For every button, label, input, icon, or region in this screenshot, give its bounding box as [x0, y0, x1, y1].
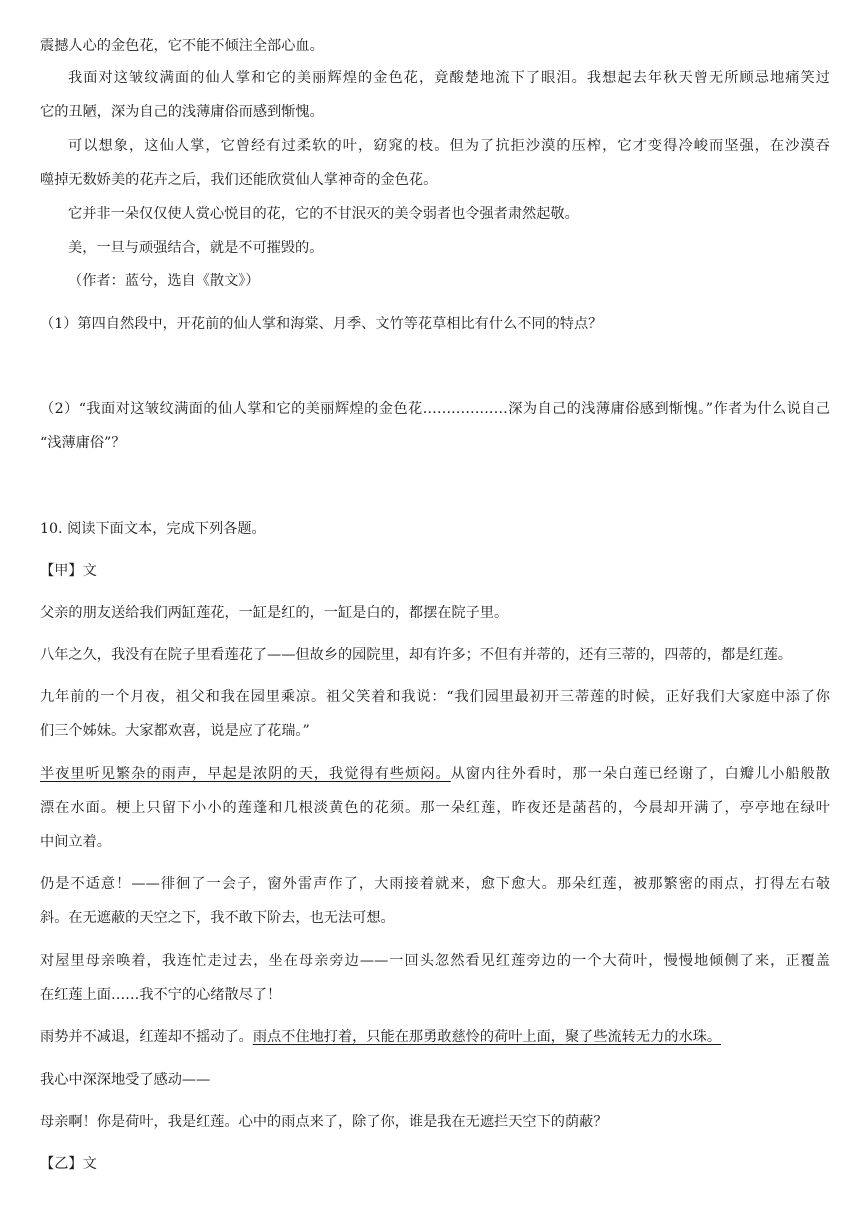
text-run: 从窗内往外看时，那一朵白莲已经谢了，白瓣儿小船般散: [450, 766, 830, 782]
paragraph: [40, 876, 830, 893]
paragraph: [40, 1029, 830, 1046]
source-note: [40, 273, 830, 290]
underlined-sentence: 雨点不住地打着，只能在那勇敢慈怜的荷叶上面，聚了些流转无力的水珠。: [252, 1029, 722, 1045]
paragraph: [40, 647, 830, 664]
question-2: [40, 401, 830, 418]
paragraph: [40, 605, 830, 622]
question-text: “浅薄庸俗”？: [40, 435, 126, 451]
text-label-jia: [40, 563, 830, 580]
text-line: 母亲啊！你是荷叶，我是红莲。心中的雨点来了，除了你，谁是我在无遮拦天空下的荫蔽？: [40, 1114, 608, 1130]
text-line: 它并非一朵仅仅使人赏心悦目的花，它的不甘泯灭的美令弱者也令强者肃然起敬。: [68, 206, 579, 222]
text-line: [40, 1029, 830, 1046]
question-text: （2）“我面对这皱纹满面的仙人掌和它的美丽辉煌的金色花………………深为自己的浅薄庸俗感到惭愧。”作者为什么说自己: [40, 401, 830, 417]
text-line: 对屋里母亲唤着，我连忙走过去，坐在母亲旁边——一回头忽然看见红莲旁边的一个大荷叶，慢慢地倾侧了来，正覆盖: [40, 953, 830, 969]
text-line: 八年之久，我没有在院子里看莲花了——但故乡的园院里，却有许多；不但有并蒂的，还有三蒂的，四蒂的，都是红莲。: [40, 647, 792, 663]
text-line: 斜。在无遮蔽的天空之下，我不敢下阶去，也无法可想。: [40, 910, 395, 926]
paragraph: [40, 70, 830, 87]
text-line: 我面对这皱纹满面的仙人掌和它的美丽辉煌的金色花，竟酸楚地流下了眼泪。我想起去年秋天曾无所顾忌地痛笑过: [68, 70, 830, 86]
underlined-sentence: 半夜里听见繁杂的雨声，早起是浓阴的天，我觉得有些烦闷。: [40, 766, 451, 782]
paragraph: [40, 172, 830, 189]
text-label-yi: [40, 1156, 830, 1173]
label-text: 【乙】文: [40, 1156, 97, 1172]
text-line: 美，一旦与顽强结合，就是不可摧毁的。: [68, 240, 324, 256]
paragraph: [40, 689, 830, 706]
text-line: 父亲的朋友送给我们两缸莲花，一缸是红的，一缸是白的，都摆在院子里。: [40, 605, 509, 621]
paragraph: [40, 104, 830, 121]
text-line: [40, 766, 830, 783]
paragraph: [40, 138, 830, 155]
text-line: 可以想象，这仙人掌，它曾经有过柔软的叶，窈窕的枝。但为了抗拒沙漠的压榨，它才变得冷峻而坚强，在沙漠吞: [68, 138, 830, 154]
paragraph: [40, 206, 830, 223]
paragraph: [40, 910, 830, 927]
question-1: [40, 316, 830, 333]
text-line: 它的丑陋，深为自己的浅薄庸俗而感到惭愧。: [40, 104, 324, 120]
text-line: 仍是不适意！——徘徊了一会子，窗外雷声作了，大雨接着就来，愈下愈大。那朵红莲，被那繁密的雨点，打得左右攲: [40, 876, 830, 892]
text-line: 漂在水面。梗上只留下小小的莲蓬和几根淡黄色的花须。那一朵红莲，昨夜还是菡萏的，今晨却开满了，亭亭地在绿叶: [40, 800, 830, 816]
question-2-cont: [40, 435, 830, 452]
paragraph: [40, 800, 830, 817]
text-line: （作者：蓝兮，选自《散文》）: [68, 273, 260, 289]
paragraph: [40, 766, 830, 783]
paragraph: [40, 38, 830, 55]
section-heading: [40, 521, 830, 538]
paragraph: [40, 987, 830, 1004]
text-line: 九年前的一个月夜，祖父和我在园里乘凉。祖父笑着和我说：“我们园里最初开三蒂莲的时候，正好我们大家庭中添了你: [40, 689, 830, 705]
text-line: 震撼人心的金色花，它不能不倾注全部心血。: [40, 38, 324, 54]
paragraph: [40, 1072, 830, 1089]
label-text: 【甲】文: [40, 563, 97, 579]
question-text: （1）第四自然段中，开花前的仙人掌和海棠、月季、文竹等花草相比有什么不同的特点？: [40, 316, 603, 332]
text-line: 中间立着。: [40, 834, 111, 850]
text-line: 们三个姊妹。大家都欢喜，说是应了花瑞。”: [40, 723, 310, 739]
paragraph: [40, 1114, 830, 1131]
text-line: 噬掉无数娇美的花卉之后，我们还能欣赏仙人掌神奇的金色花。: [40, 172, 438, 188]
heading-text: 10. 阅读下面文本，完成下列各题。: [40, 521, 266, 537]
paragraph: [40, 240, 830, 257]
text-line: 我心中深深地受了感动——: [40, 1072, 211, 1088]
paragraph: [40, 953, 830, 970]
paragraph: [40, 723, 830, 740]
paragraph: [40, 834, 830, 851]
text-run: 雨势并不减退，红莲却不摇动了。: [40, 1029, 253, 1045]
text-line: 在红莲上面……我不宁的心绪散尽了！: [40, 987, 282, 1003]
